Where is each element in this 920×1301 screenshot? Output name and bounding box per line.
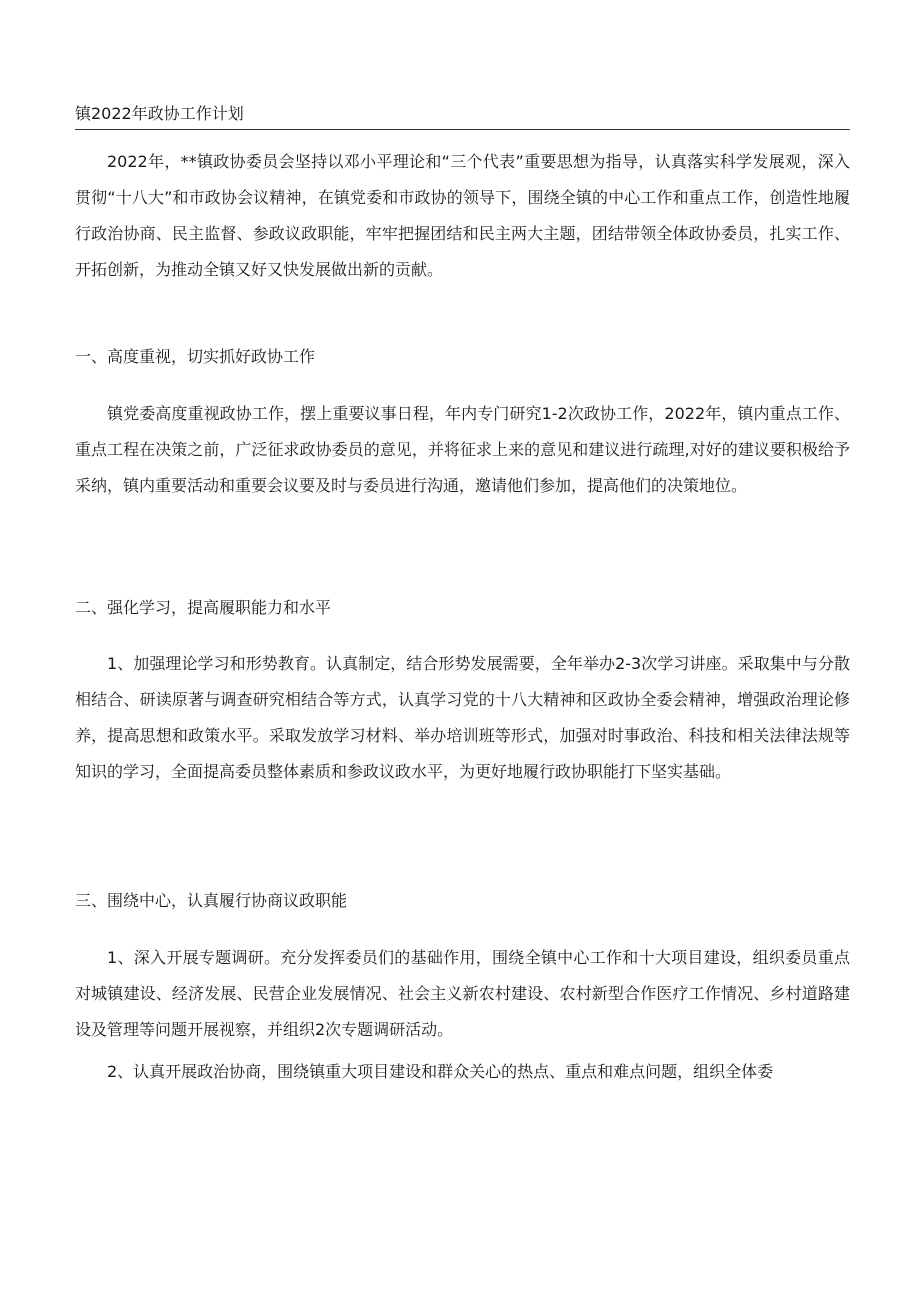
section-3-paragraph-2: 2、认真开展政治协商，围绕镇重大项目建设和群众关心的热点、重点和难点问题，组织全体委	[107, 1062, 774, 1081]
title-divider	[75, 129, 850, 130]
section-heading-2: 二、强化学习，提高履职能力和水平	[75, 598, 332, 617]
section-heading-3: 三、围绕中心，认真履行协商议政职能	[75, 891, 348, 910]
section-3-paragraph-1: 1、深入开展专题调研。充分发挥委员们的基础作用，围绕全镇中心工作和十大项目建设，组织委员重点对城镇建设、经济发展、民营企业发展情况、社会主义新农村建设、农村新型合作医疗工作情况、乡村道路建设及管理等问题开展视察，并组织2次专题调研活动。	[75, 948, 850, 1039]
section-heading-1: 一、高度重视，切实抓好政协工作	[75, 347, 316, 366]
section-1-paragraph-1: 镇党委高度重视政协工作，摆上重要议事日程，年内专门研究1-2次政协工作，2022年，镇内重点工作、重点工程在决策之前，广泛征求政协委员的意见，并将征求上来的意见和建议进行疏理,对好的建议要积极给予采纳，镇内重要活动和重要会议要及时与委员进行沟通，邀请他们参加，提高他们的决策地位。	[75, 404, 850, 495]
section-2-paragraph-1: 1、加强理论学习和形势教育。认真制定，结合形势发展需要，全年举办2-3次学习讲座。采取集中与分散相结合、研读原著与调查研究相结合等方式，认真学习党的十八大精神和区政协全委会精神，增强政治理论修养，提高思想和政策水平。采取发放学习材料、举办培训班等形式，加强对时事政治、科技和相关法律法规等知识的学习，全面提高委员整体素质和参政议政水平，为更好地履行政协职能打下坚实基础。	[75, 654, 850, 781]
intro-paragraph: 2022年，**镇政协委员会坚持以邓小平理论和“三个代表”重要思想为指导，认真落实科学发展观，深入贯彻“十八大”和市政协会议精神，在镇党委和市政协的领导下，围绕全镇的中心工作和重点工作，创造性地履行政治协商、民主监督、参政议政职能，牢牢把握团结和民主两大主题，团结带领全体政协委员，扎实工作、开拓创新，为推动全镇又好又快发展做出新的贡献。	[75, 152, 850, 279]
document-title: 镇2022年政协工作计划	[75, 104, 244, 123]
